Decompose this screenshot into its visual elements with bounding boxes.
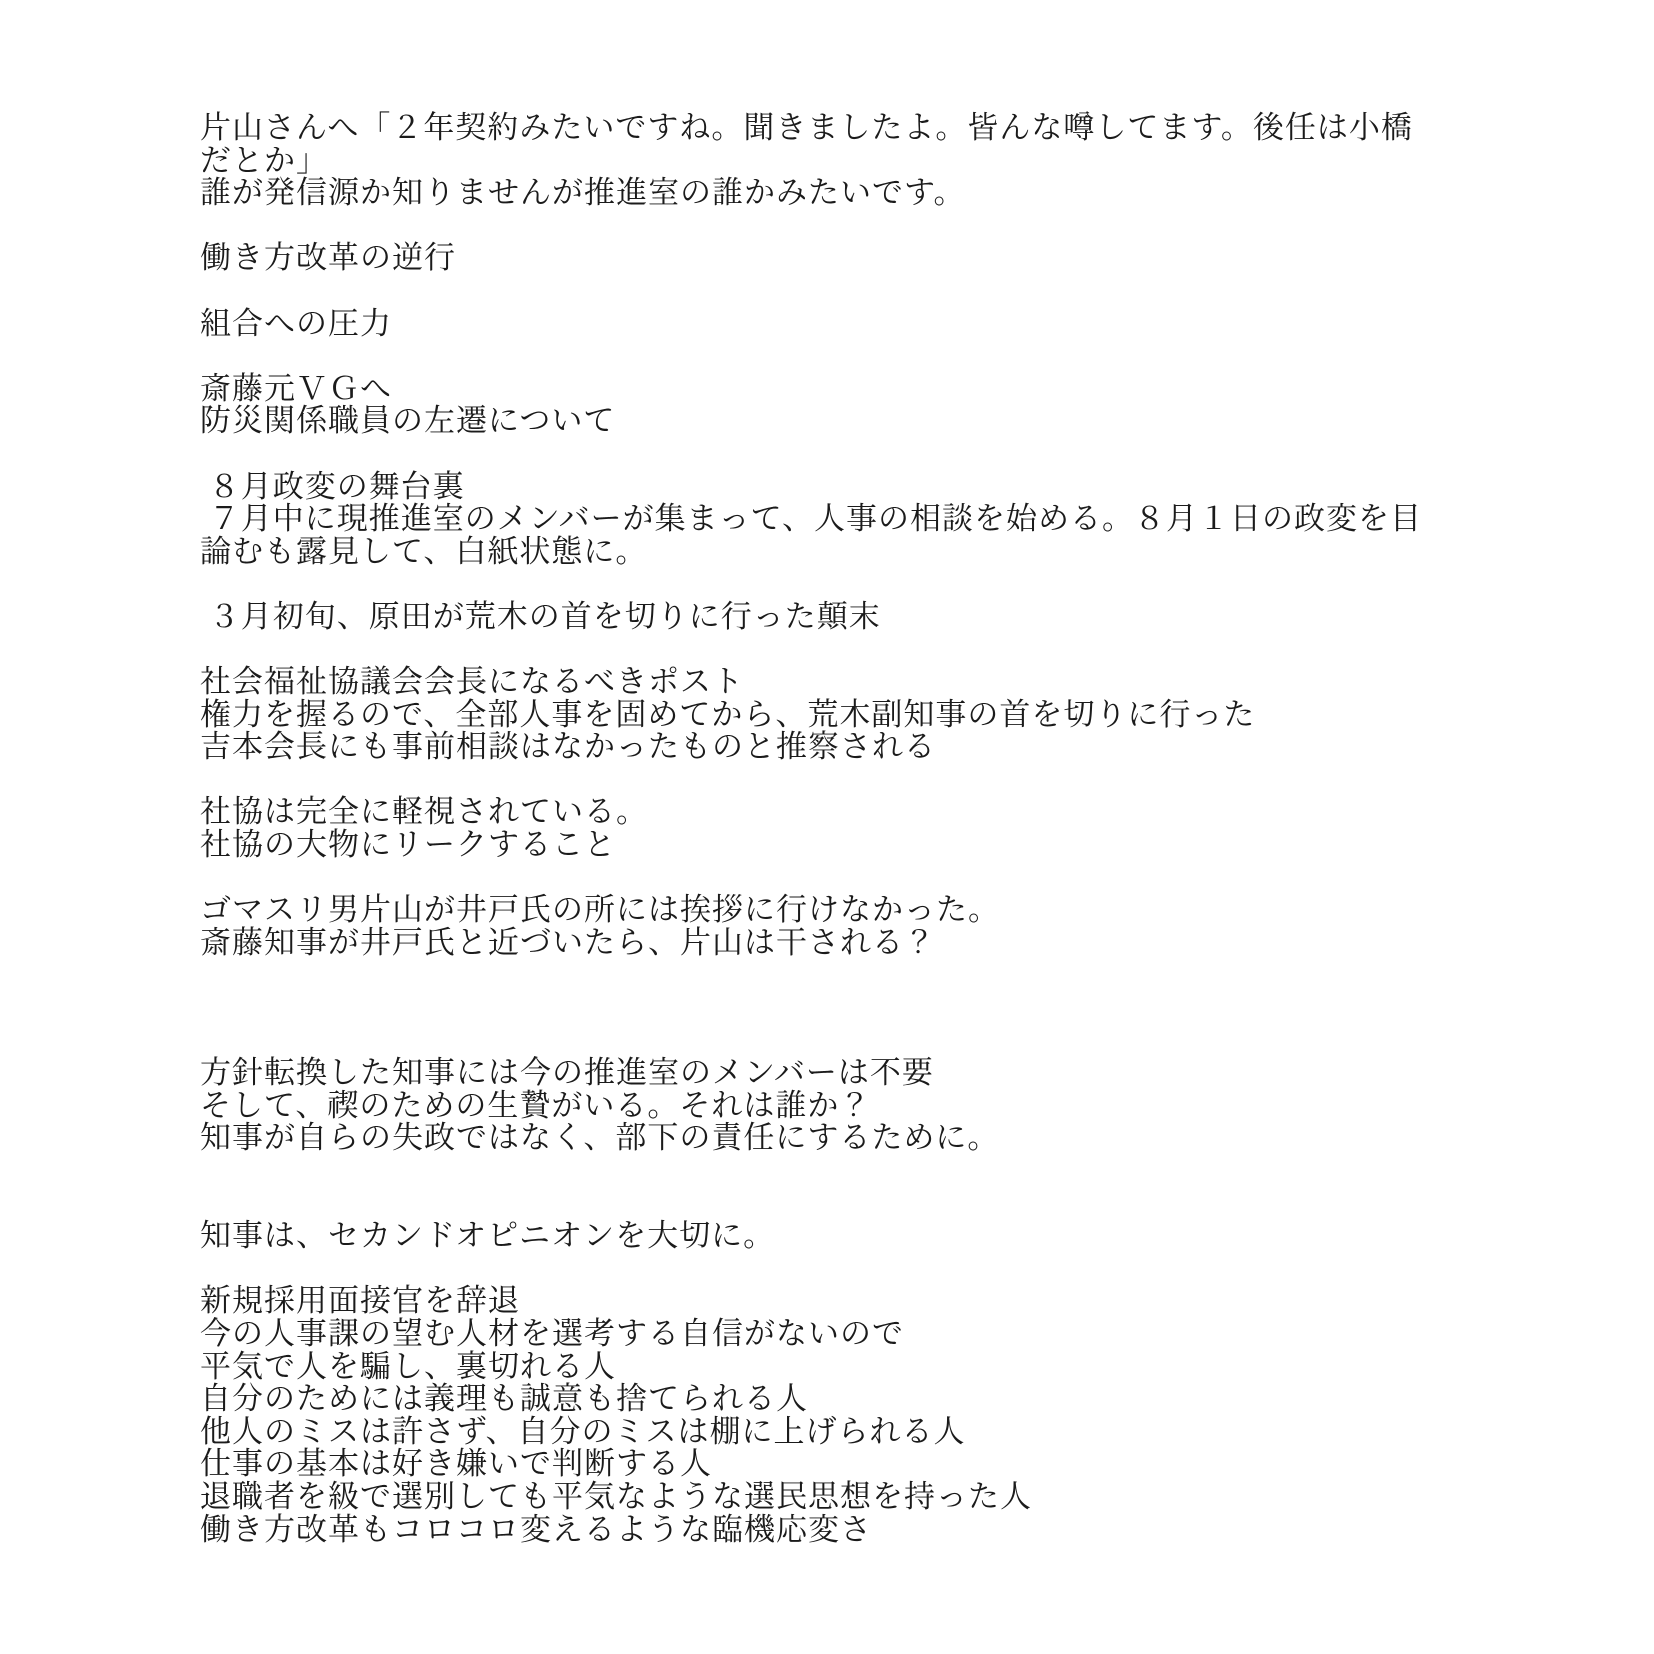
blank-line xyxy=(200,275,1500,308)
text-line: 組合への圧力 xyxy=(200,305,392,341)
blank-line xyxy=(200,568,1500,601)
blank-line xyxy=(200,634,1500,667)
text-line: 社会福祉協議会会長になるべきポスト xyxy=(200,664,744,700)
text-line: 新規採用面接官を辞退 xyxy=(200,1283,520,1319)
text-line: 論むも露見して、白紙状態に。 xyxy=(200,533,648,569)
text-line: 知事が自らの失政ではなく、部下の責任にするために。 xyxy=(200,1120,1000,1156)
text-line: ８月政変の舞台裏 xyxy=(200,468,465,504)
text-line: 仕事の基本は好き嫌いで判断する人 xyxy=(200,1446,712,1482)
text-line: 片山さんへ「２年契約みたいですね。聞きましたよ。皆んな噂してます。後任は小橋 xyxy=(200,110,1413,145)
text-line: そして、禊のための生贄がいる。それは誰か？ xyxy=(200,1087,872,1123)
text-line: 斎藤元ＶＧへ xyxy=(200,370,392,406)
text-line: 他人のミスは許さず、自分のミスは棚に上げられる人 xyxy=(200,1413,966,1449)
blank-line xyxy=(200,438,1500,471)
blank-line xyxy=(200,1155,1500,1188)
text-line: 自分のためには義理も誠意も捨てられる人 xyxy=(200,1381,808,1417)
blank-line xyxy=(200,1025,1500,1058)
blank-line xyxy=(200,764,1500,797)
text-line: 社協の大物にリークすること xyxy=(200,827,616,863)
text-block xyxy=(200,112,1500,1546)
text-line: 権力を握るので、全部人事を固めてから、荒木副知事の首を切りに行った xyxy=(200,696,1256,732)
blank-line xyxy=(200,1253,1500,1286)
blank-line xyxy=(200,862,1500,895)
blank-line xyxy=(200,959,1500,992)
text-line: 今の人事課の望む人材を選考する自信がないので xyxy=(200,1315,904,1351)
blank-line xyxy=(200,1188,1500,1221)
text-line: ゴマスリ男片山が井戸氏の所には挨拶に行けなかった。 xyxy=(200,892,1000,928)
text-line: 働き方改革の逆行 xyxy=(200,240,456,276)
text-line: ７月中に現推進室のメンバーが集まって、人事の相談を始める。８月１日の政変を目 xyxy=(200,501,1422,537)
text-line: 退職者を級で選別しても平気なような選民思想を持った人 xyxy=(200,1478,1032,1514)
text-line: 平気で人を騙し、裏切れる人 xyxy=(200,1348,616,1384)
text-line: 誰が発信源か知りませんが推進室の誰かみたいです。 xyxy=(200,175,966,211)
text-line: 方針転換した知事には今の推進室のメンバーは不要 xyxy=(200,1055,934,1091)
text-line: 防災関係職員の左遷について xyxy=(200,403,616,439)
text-line: 知事は、セカンドオピニオンを大切に。 xyxy=(200,1218,776,1254)
blank-line xyxy=(200,340,1500,373)
text-line: だとか」 xyxy=(200,142,328,178)
text-line: 働き方改革もコロコロ変えるような臨機応変さ xyxy=(200,1511,872,1547)
text-line: ３月初旬、原田が荒木の首を切りに行った顛末 xyxy=(200,598,881,634)
text-line: 斎藤知事が井戸氏と近づいたら、片山は干される？ xyxy=(200,924,936,960)
text-line: 社協は完全に軽視されている。 xyxy=(200,794,648,830)
blank-line xyxy=(200,992,1500,1025)
blank-line xyxy=(200,210,1500,243)
text-line: 吉本会長にも事前相談はなかったものと推察される xyxy=(200,729,936,765)
